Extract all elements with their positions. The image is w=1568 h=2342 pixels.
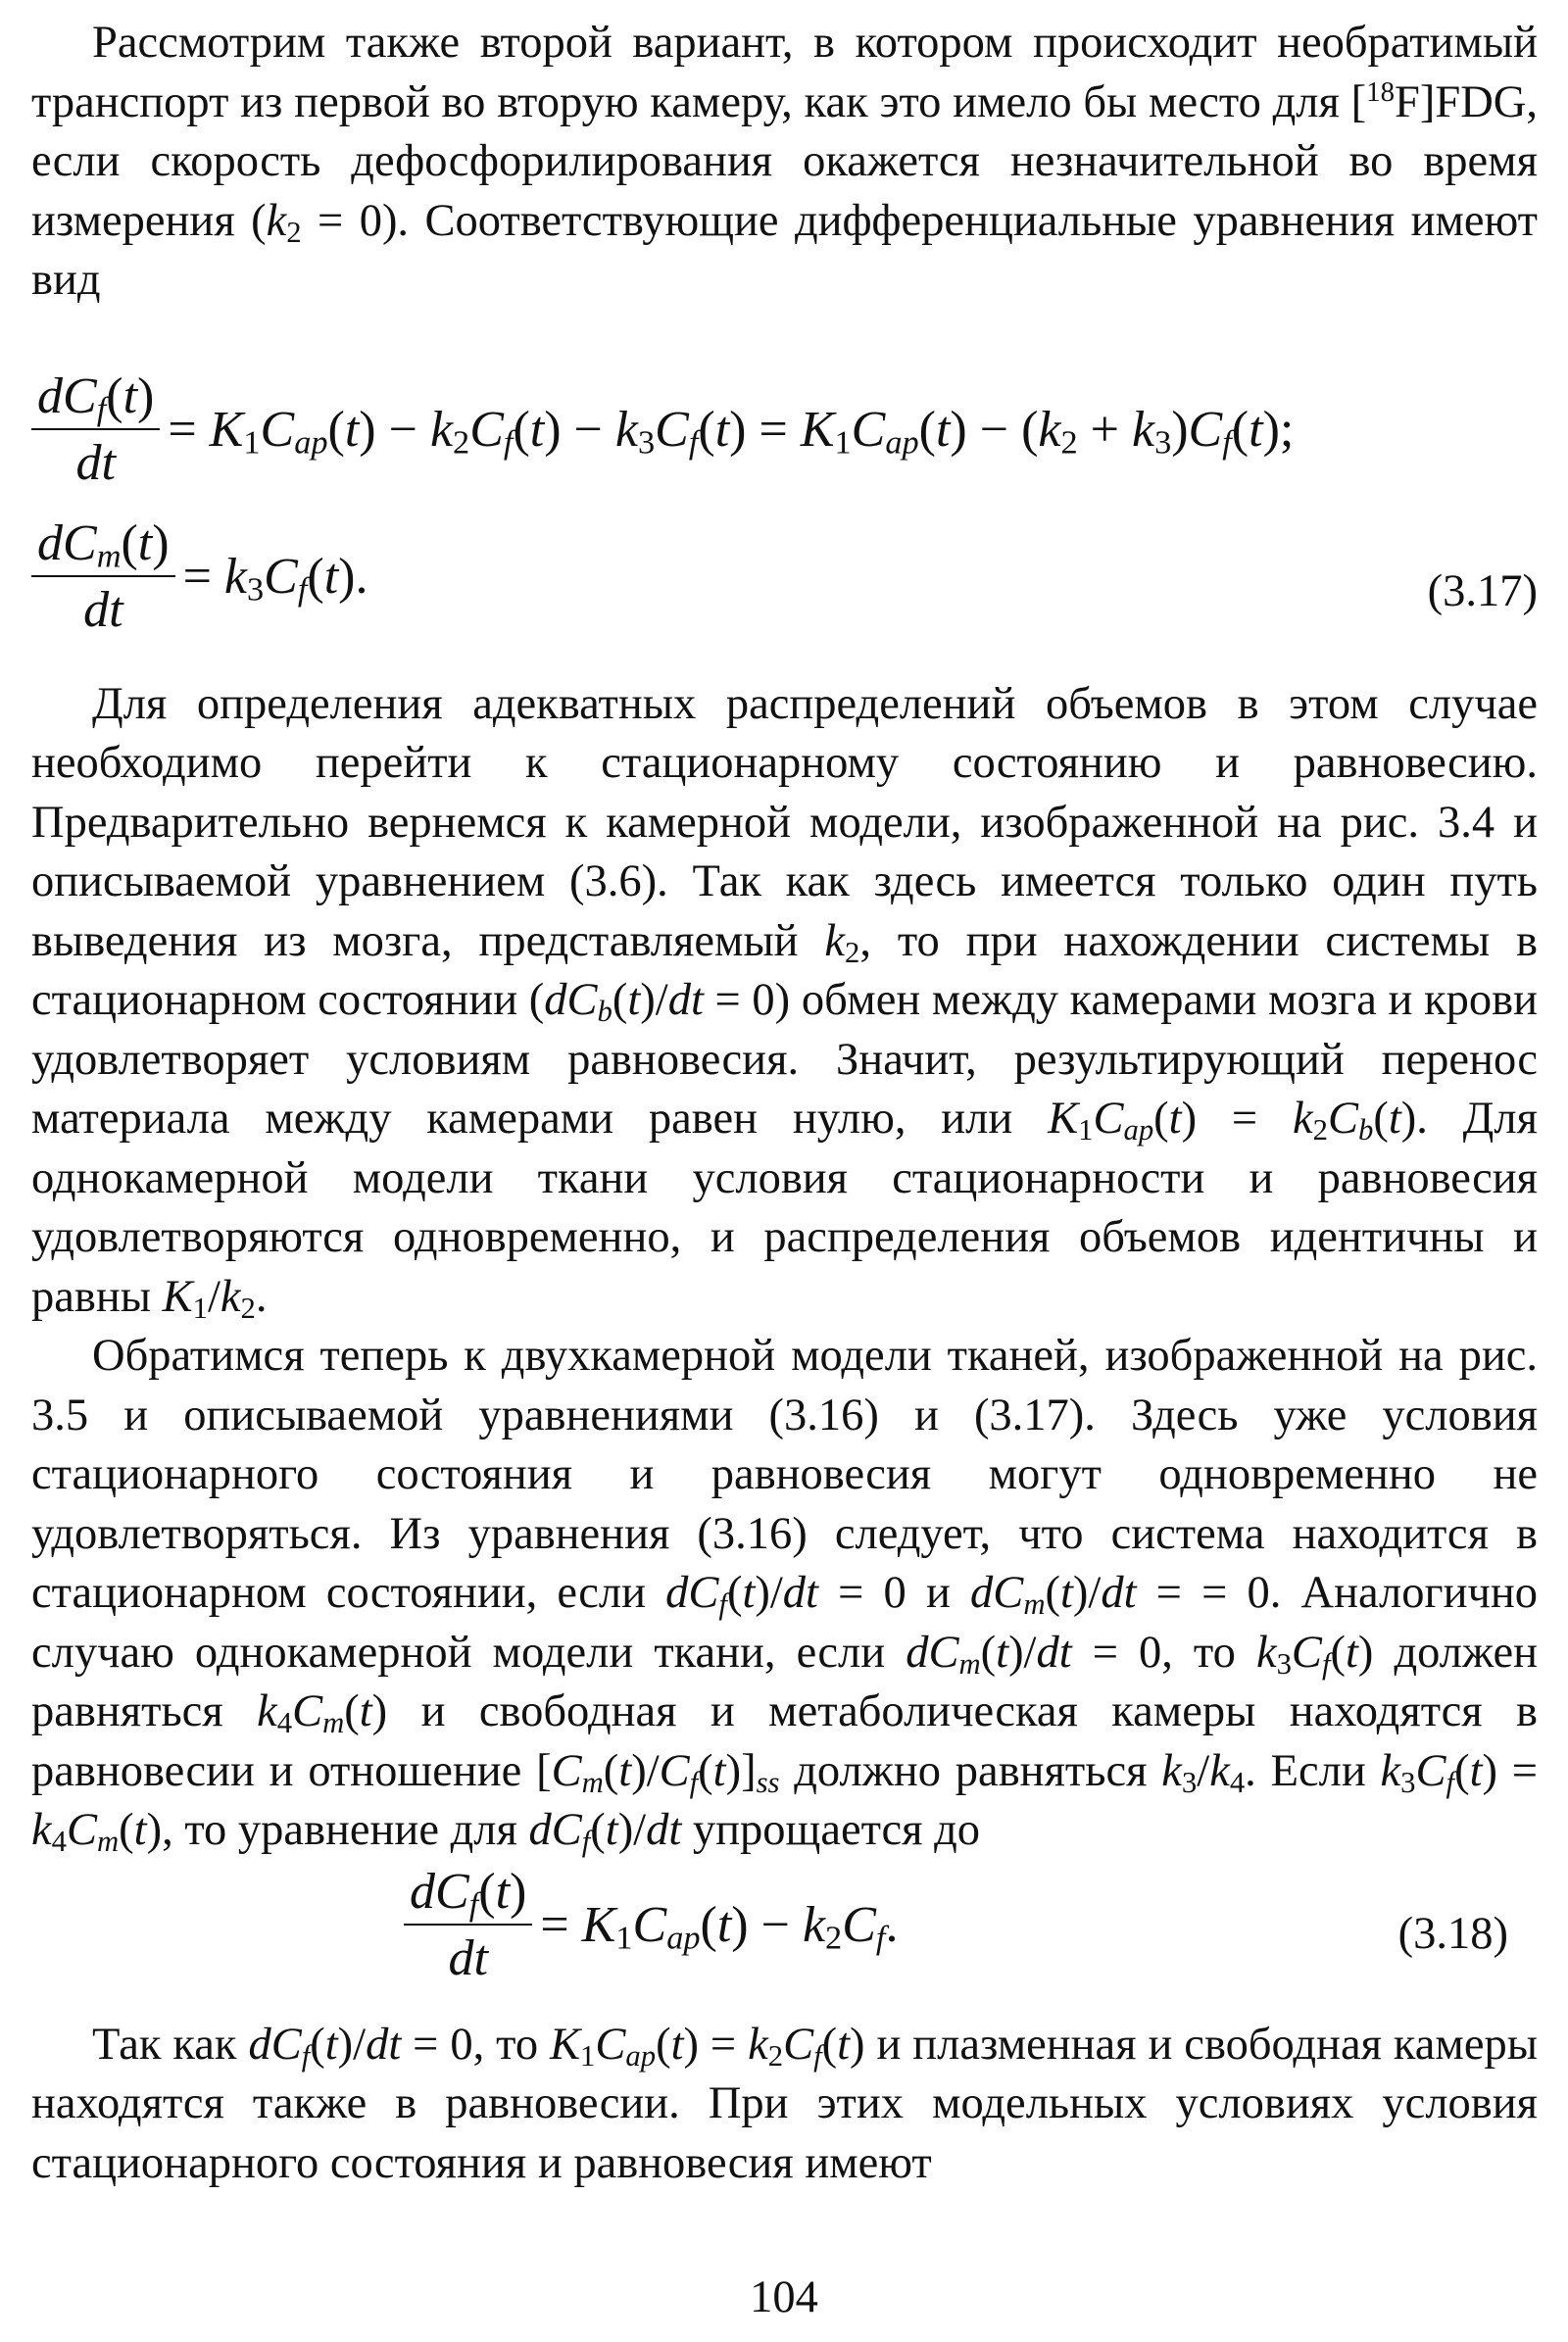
equation-3-18-body: $\frac{dC_f(t)}{dt}$ = $K_1C_{ap}(t) - k_2C_f$. — [404, 1867, 898, 1984]
paragraph-stationary: Для определения адекватных распределений объемов в этом случае необходимо перейти к стационарному состоянию и равновесию. Предварительно вернемся к камерной модели, изображенной на рис. 3.4 и описываемой уравнением (3.6). Так как здесь имеется только один путь выведения из мозга, представляемый $k_2$, то при нахождении системы в стационарном состоянии $(dC_b(t)/dt = 0)$ обмен между камерами мозга и крови удовлетворяет условиям равновесия. Значит, результирующий перенос материала между камерами равен нулю, или $K_1C_{ap}(t) = k_2C_b(t)$. Для однокамерной модели ткани условия стационарности и равновесия удовлетворяются одновременно, и распределения объемов идентичны и равны $K_1/k_2$. — [31, 678, 1539, 1325]
page-content — [31, 14, 1538, 2193]
equation-line-1: $\frac{dC_f(t)}{dt}$ = $K_1C_{ap}(t) - k_2C_f(t) - k_3C_f(t) = K_1C_{ap}(t) - (k_2 + k_3)C_f(t)$; — [31, 371, 1294, 489]
paragraph-two-compartment: Обратимся теперь к двухкамерной модели тканей, изображенной на рис. 3.5 и описываемой уравнениями (3.16) и (3.17). Здесь уже условия стационарного состояния и равновесия могут одновременно не удовлетворяться. Из уравнения (3.16) следует, что система находится в стационарном состоянии, если $dC_f(t)/dt = 0$ и $dC_m(t)/dt$ = = 0. Аналогично случаю однокамерной модели ткани, если $dC_m(t)/dt = 0$, то $k_3C_f(t)$ должен равняться $k_4C_m(t)$ и свободная и метаболическая камеры находятся в равновесии и отношение $[C_m(t)/C_f(t)]_{ss}$ должно равняться $k_3/k_4$. Если $k_3C_f(t) = k_4C_m(t)$, то уравнение для $dC_f(t)/dt$ упрощается до — [31, 1331, 1539, 1858]
equation-line-2: $\frac{dC_m(t)}{dt}$ = $k_3C_f(t)$. — [31, 518, 368, 636]
equation-3-17 — [31, 367, 1538, 665]
equation-3-18 — [31, 1863, 1538, 2012]
equation-number-3-17: (3.17) — [1427, 565, 1538, 616]
equation-number-3-18: (3.18) — [1397, 1908, 1508, 1959]
paragraph-equilibrium: Так как $dC_f(t)/dt = 0$, то $K_1C_{ap}(t) = k_2C_f(t)$ и плазменная и свободная камеры находятся также в равновесии. При этих модельных условиях условия стационарного состояния и равновесия имеют — [31, 2019, 1538, 2188]
paragraph-intro: Рассмотрим также второй вариант, в котором происходит необратимый транспорт из первой во вторую камеру, как это имело бы место для [$^{18}$F]FDG, если скорость дефосфорилирования окажется незначительной во время измерения $(k_2 = 0)$. Соответствующие дифференциальные уравнения имеют вид — [31, 18, 1538, 305]
page-number: 104 — [750, 2272, 818, 2322]
